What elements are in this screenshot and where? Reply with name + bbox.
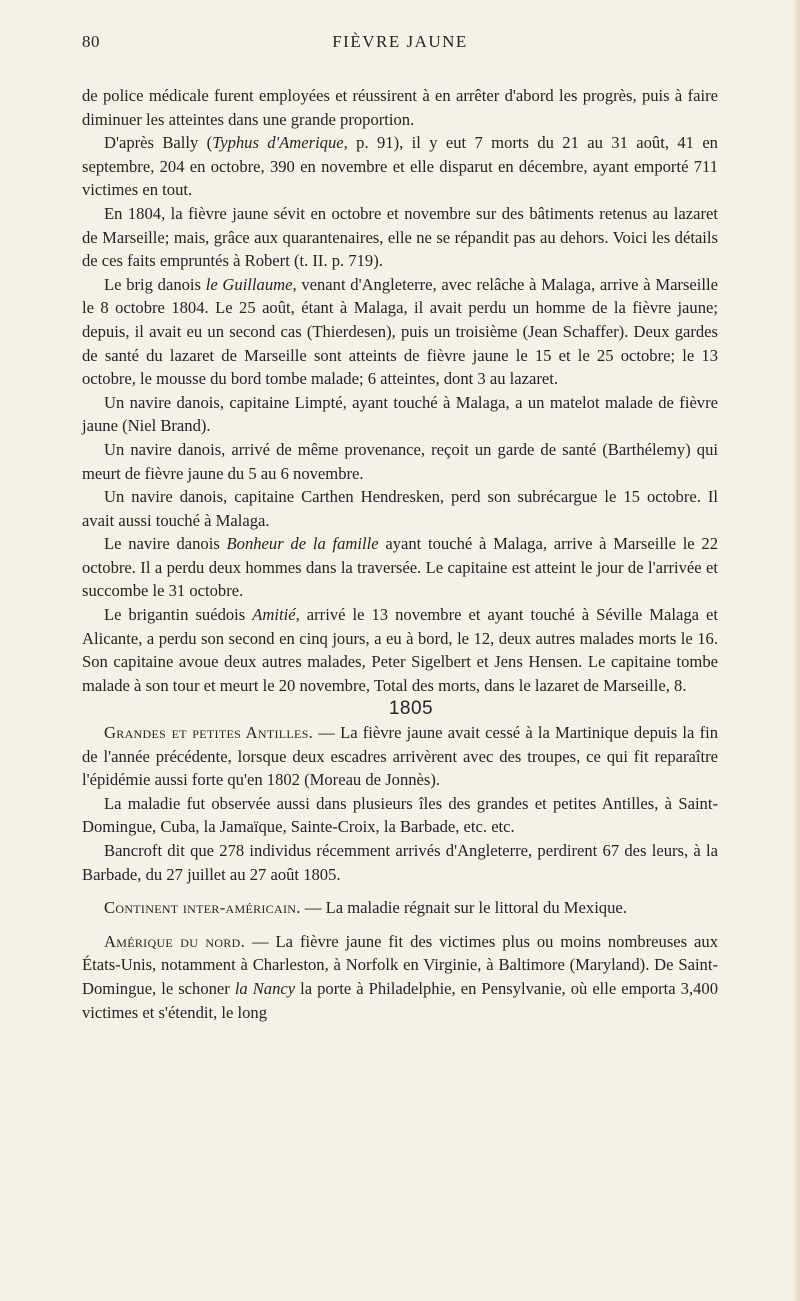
paragraph: Un navire danois, arrivé de même provenance, reçoit un garde de santé (Barthélemy) qui meurt de fièvre jaune du 5 au 6 novembre. — [82, 439, 718, 483]
paragraph: Bancroft dit que 278 individus récemment arrivés d'Angleterre, perdirent 67 des leurs, à la Barbade, du 27 juillet au 27 août 1805. — [82, 841, 718, 884]
page-number: 80 — [82, 32, 100, 51]
section-lead: Amérique du nord. — [104, 931, 246, 951]
paragraph: Amérique du nord. — La fièvre jaune fit des victimes plus ou moins nombreuses aux États-Unis, notamment à Charleston, à Norfolk en Virginie, à Baltimore (Maryland). De Saint-Domingue, le schoner la Nancy la porte à Philadelphie, en Pensylvanie, où elle emporta 3,400 victimes et s'étendit, le long — [82, 931, 718, 1022]
page-body — [82, 84, 718, 1024]
paragraph: Un navire danois, capitaine Limpté, ayant touché à Malaga, a un matelot malade de fièvre jaune (Niel Brand). — [82, 392, 718, 436]
paragraph: La maladie fut observée aussi dans plusieurs îles des grandes et petites Antilles, à Saint-Domingue, Cuba, la Jamaïque, Sainte-Croix, la Barbade, etc. etc. — [82, 793, 718, 837]
page-header — [82, 32, 718, 56]
paragraph: Le brig danois le Guillaume, venant d'Angleterre, avec relâche à Malaga, arrive à Marseille le 8 octobre 1804. Le 25 août, étant à Malaga, il avait perdu un homme de la fièvre jaune; depuis, il avait eu un second cas (Thierdesen), puis un troisième (Jean Schaffer). Deux gardes de santé du lazaret de Marseille sont atteints de fièvre jaune le 15 et le 25 octobre; le 13 octobre, le mousse du bord tombe malade; 6 atteintes, dont 3 au lazaret. — [82, 274, 718, 389]
paragraph: En 1804, la fièvre jaune sévit en octobre et novembre sur des bâtiments retenus au lazaret de Marseille; mais, grâce aux quarantenaires, elle ne se répandit pas au dehors. Voici les détails de ces faits empruntés à Robert (t. II. p. 719). — [82, 203, 718, 271]
paragraph: Un navire danois, capitaine Carthen Hendresken, perd son subrécargue le 15 octobre. Il avait aussi touché à Malaga. — [82, 487, 718, 530]
paragraph: Continent inter-américain. — La maladie régnait sur le littoral du Mexique. — [104, 898, 627, 918]
paragraph: D'après Bally (Typhus d'Amerique, p. 91), il y eut 7 morts du 21 au 31 août, 41 en septembre, 204 en octobre, 390 en novembre et elle disparut en décembre, ayant emporté 711 victimes en tout. — [82, 133, 718, 200]
paragraph: Le brigantin suédois Amitié, arrivé le 13 novembre et ayant touché à Séville Malaga et Alicante, a perdu son second en cinq jours, a eu à bord, le 12, deux autres malades morts le 16. Son capitaine avoue deux autres malades, Peter Sigelbert et Jens Hensen. Le capitaine tombe malade à son tour et meurt le 20 novembre, Total des morts, dans le lazaret de Marseille, 8. — [82, 605, 718, 695]
page-edge-shadow — [792, 0, 800, 1301]
section-lead: Grandes et petites Antilles. — [104, 723, 314, 743]
year-heading: 1805 — [388, 698, 434, 720]
paragraph: Le navire danois Bonheur de la famille ayant touché à Malaga, arrive à Marseille le 22 octobre. Il a perdu deux hommes dans la traversée. Le capitaine est atteint le jour de l'arrivée et succombe le 31 octobre. — [82, 534, 719, 601]
paragraph: de police médicale furent employées et réussirent à en arrêter d'abord les progrès, puis à faire diminuer les atteintes dans une grande proportion. — [82, 86, 718, 129]
section-lead: Continent inter-américain. — [104, 898, 301, 918]
running-head: FIÈVRE JAUNE — [332, 32, 468, 51]
paragraph: Grandes et petites Antilles. — La fièvre jaune avait cessé à la Martinique depuis la fin de l'année précédente, lorsque deux escadres arrivèrent avec des troupes, ce qui fit reparaître l'épidémie aussi forte qu'en 1802 (Moreau de Jonnès). — [82, 723, 719, 790]
